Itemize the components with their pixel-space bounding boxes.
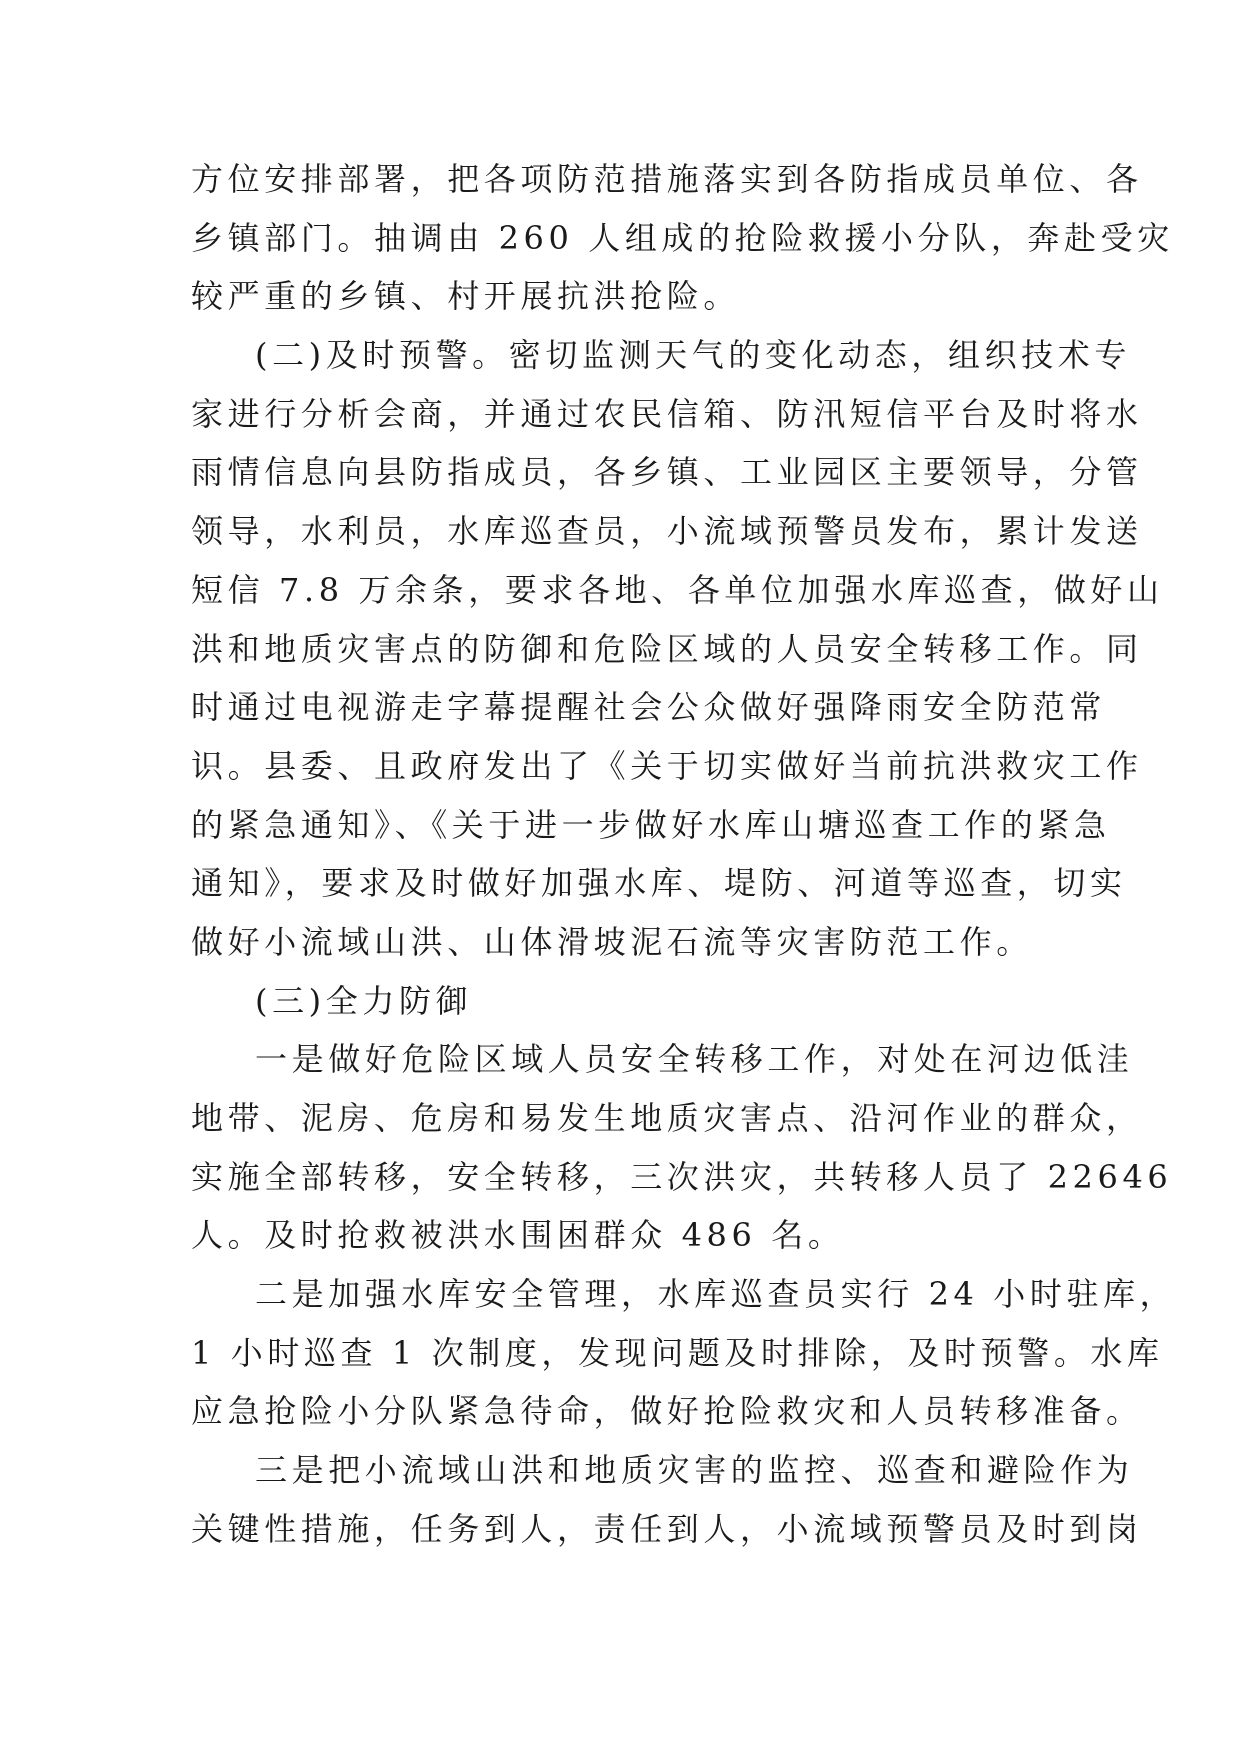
document-body [191, 150, 1177, 1559]
text-line: 通知》，要求及时做好加强水库、堤防、河道等巡查，切实 [191, 864, 1127, 903]
text-line: 人。及时抢救被洪水围困群众 486 名。 [191, 1216, 845, 1255]
section-heading-2: (二)及时预警。密切监测天气的变化动态，组织技术专 [255, 336, 1131, 375]
text-line: 地带、泥房、危房和易发生地质灾害点、沿河作业的群众， [191, 1099, 1143, 1137]
text-line: 实施全部转移，安全转移，三次洪灾，共转移人员了 22646 [191, 1157, 1173, 1196]
text-line: 家进行分析会商，并通过农民信箱、防汛短信平台及时将水 [191, 394, 1143, 433]
text-line: 洪和地质灾害点的防御和危险区域的人员安全转移工作。同 [191, 629, 1143, 668]
text-line: 关键性措施，任务到人，责任到人，小流域预警员及时到岗 [191, 1509, 1143, 1548]
text-line: 做好小流域山洪、山体滑坡泥石流等灾害防范工作。 [191, 922, 1033, 961]
text-line: 领导，水利员，水库巡查员，小流域预警员发布，累计发送 [191, 512, 1143, 551]
text-line: 较严重的乡镇、村开展抗洪抢险。 [191, 277, 741, 316]
text-line: 时通过电视游走字幕提醒社会公众做好强降雨安全防范常 [191, 688, 1107, 727]
text-line: 三是把小流域山洪和地质灾害的监控、巡查和避险作为 [255, 1451, 1134, 1490]
text-line: 1 小时巡查 1 次制度，发现问题及时排除，及时预警。水库 [191, 1333, 1164, 1372]
section-heading-3: (三)全力防御 [255, 981, 473, 1020]
text-line: 方位安排部署，把各项防范措施落实到各防指成员单位、各 [191, 160, 1143, 198]
text-line: 的紧急通知》、《关于进一步做好水库山塘巡查工作的紧急 [191, 805, 1111, 844]
text-line: 二是加强水库安全管理，水库巡查员实行 24 小时驻库， [255, 1275, 1177, 1314]
text-line: 一是做好危险区域人员安全转移工作，对处在河边低洼 [255, 1040, 1134, 1079]
text-line: 识。县委、且政府发出了《关于切实做好当前抗洪救灾工作 [191, 746, 1143, 785]
text-line: 应急抢险小分队紧急待命，做好抢险救灾和人员转移准备。 [191, 1392, 1143, 1431]
text-line: 雨情信息向县防指成员，各乡镇、工业园区主要领导，分管 [191, 453, 1143, 492]
text-line: 短信 7.8 万余条，要求各地、各单位加强水库巡查，做好山 [191, 570, 1164, 609]
text-line: 乡镇部门。抽调由 260 人组成的抢险救援小分队，奔赴受灾 [191, 218, 1174, 257]
